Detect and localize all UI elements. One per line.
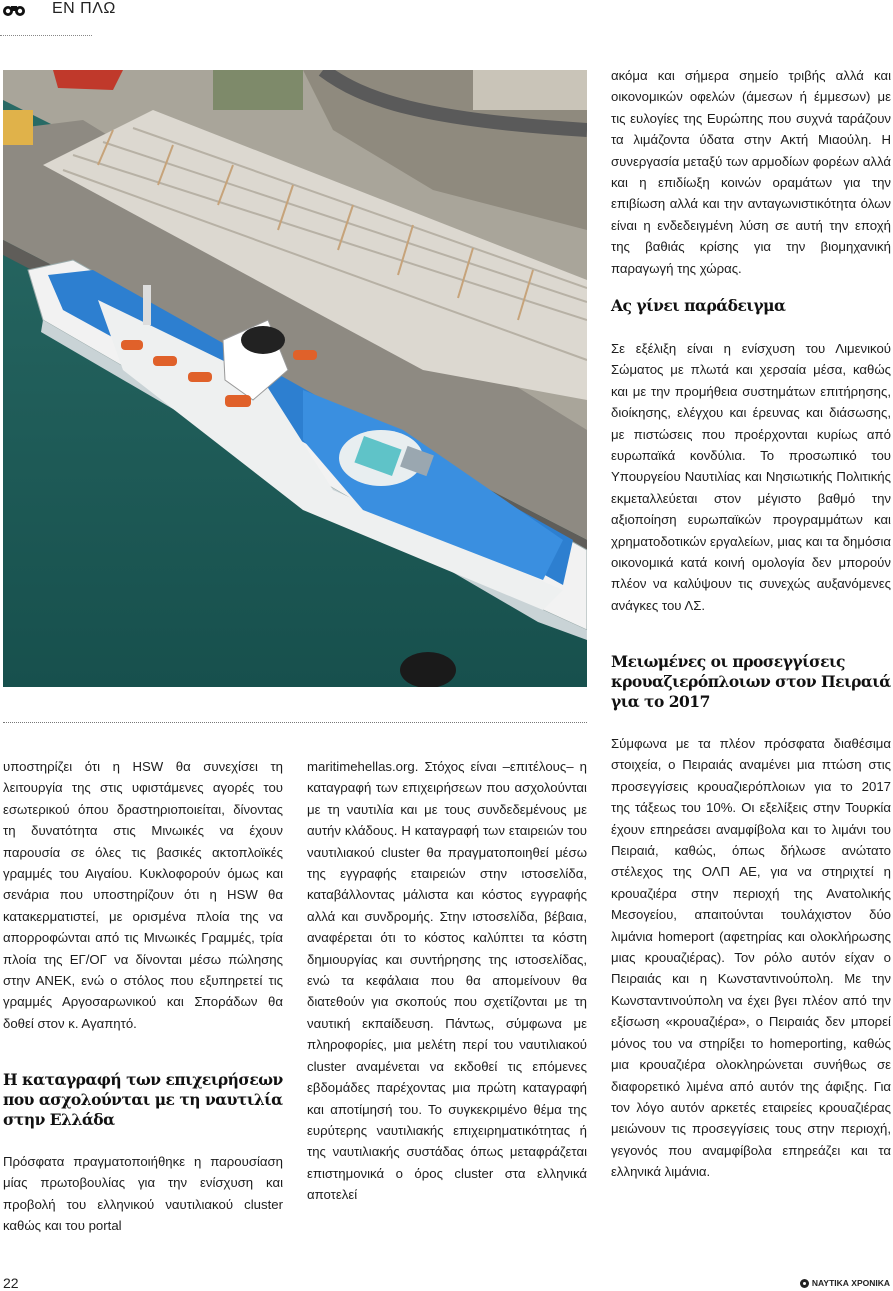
- col3-paragraph-3: Σύμφωνα με τα πλέον πρόσφατα διαθέσιμα στοιχεία, ο Πειραιάς αναμένει μια πτώση στις προσεγγίσεις κρουαζιερόπλοιων για το 2017 της τάξεως του 10%. Οι εξελίξεις στην Τουρκία έχουν επηρεάσει αναμφίβολα και το λιμάνι του Πειραιά, καθώς, όπως δήλωσε ανώτατο στέλεχος της ΟΛΠ ΑΕ, για να στηριχτεί η κρουαζιέρα στην περιοχή της Ανατολικής Μεσογείου, απαιτούνται τουλάχιστον δύο λιμάνια homeport (αφετηρίας και ολοκλήρωσης μιας κρουαζιέρας). Τον ρόλο αυτόν είχαν ο Πειραιάς και η Κωνσταντινούπολη. Με την Κωνσταντινούπολη να έχει βγει πλέον από την εξίσωση «κρουαζιέρα», ο Πειραιάς δεν μπορεί μόνος του να στηρίξει το homeporting, καθώς μια κρουαζιέρα ολοκληρώνεται συνήθως σε διαφορετικό λιμένα από αυτόν της άφιξης. Για τον λόγο αυτόν αρκετές εταιρείες κρουαζιέρας μειώνουν τις προσεγγίσεις τους στην περιοχή, γεγονός που αναμφίβολα επηρεάζει και τα ελληνικά λιμάνια.: [611, 736, 891, 1180]
- publication-brand: [800, 1278, 890, 1288]
- binoculars-icon: [2, 3, 26, 17]
- brand-name: ΝΑΥΤΙΚΑ ΧΡΟΝΙΚΑ: [811, 1278, 890, 1288]
- col3-heading-1: Ας γίνει παράδειγμα: [611, 296, 786, 315]
- section-label: ΕΝ ΠΛΩ: [52, 0, 116, 17]
- col1-heading: Η καταγραφή των επιχειρήσεων που ασχολούνται με τη ναυτιλία στην Ελλάδα: [3, 1070, 283, 1129]
- col1-paragraph-1: υποστηρίζει ότι η HSW θα συνεχίσει τη λειτουργία της στις υφιστάμενες αγορές του εσωτερικού όπου δραστηριοποιείται, δίνοντας τη δυνατότητα στις Μινωικές να έχουν παρουσία σε όλες τις βασικές ακτοπλοϊκές γραμμές του Αιγαίου. Κυκλοφορούν όμως και σενάρια που υποστηρίζουν ότι η HSW θα κατακερματιστεί, με ορισμένα πλοία της να απορροφώνται από τις Μινωικές Γραμμές, τρία πλοία της ΕΓ/ΟΓ να δίνονται μέσω πώλησης στην ΑΝΕΚ, ενώ ο στόλος που εξυπηρετεί τις γραμμές Αργοσαρωνικού και Σποράδων θα δοθεί στον κ. Αγαπητό.: [3, 759, 283, 1031]
- col2-paragraph-1: maritimehellas.org. Στόχος είναι –επιτέλους– η καταγραφή των επιχειρήσεων που ασχολούνται με τη ναυτιλία και με τους συνδεδεμένους με αυτήν κλάδους. Η καταγραφή των εταιρειών του ναυτιλιακού cluster θα πραγματοποιηθεί μέσω της εγγραφής εταιρειών στην ιστοσελίδα, καταβάλλοντας μάλιστα και κόστος εγγραφής αλλά και συνδρομής. Στην ιστοσελίδα, βέβαια, αναφέρεται ότι το κόστος καλύπτει τα κόστη δημιουργίας και συντήρησης της ιστοσελίδας, ενώ τα κεφάλαια που θα απομείνουν θα διατεθούν για σκοπούς που σχετίζονται με τη ναυτική εκπαίδευση. Πάντως, σύμφωνα με πληροφορίες, μια μελέτη περί του ναυτιλιακού cluster αναμένεται να εκδοθεί τις επόμενες εβδομάδες παρέχοντας μια πρώτη καταγραφή και αποτίμησή του. Το συγκεκριμένο θέμα της ευρύτερης ναυτιλιακής επιχειρηματικότητας ή της ναυτιλιακής συστάδας όπως μεταφράζεται επιστημονικά ο όρος cluster στα ελληνικά αποτελεί: [307, 759, 587, 1203]
- col1-paragraph-2: Πρόσφατα πραγματοποιήθηκε η παρουσίαση μίας πρωτοβουλίας για την ενίσχυση και προβολή του ελληνικού ναυτιλιακού cluster καθώς και του portal: [3, 1154, 283, 1234]
- cruise-ship-aerial-photo: [3, 70, 587, 687]
- col3-heading-2: Μειωμένες οι προσεγγίσεις κρουαζιερόπλοιων στον Πειραιά για το 2017: [611, 652, 891, 711]
- header-divider: [0, 35, 92, 36]
- photo-divider: [3, 722, 587, 723]
- col3-paragraph-2: Σε εξέλιξη είναι η ενίσχυση του Λιμενικού Σώματος με πλωτά και χερσαία μέσα, καθώς και με την προμήθεια συστημάτων επιτήρησης, διοίκησης, ελέγχου και έρευνας και διάσωσης, με πιστώσεις που προέρχονται κυρίως από ευρωπαϊκά κονδύλια. Το προσωπικό του Υπουργείου Ναυτιλίας και Νησιωτικής Πολιτικής εκμεταλλεύεται στον μέγιστο βαθμό την αξιοποίηση ευρωπαϊκών προγραμμάτων και χρηματοδοτικών εργαλείων, μιας και τα δημόσια οικονομικά κατά κοινή ομολογία δεν μπορούν πλέον να καλύψουν τις συνεχώς αυξανόμενες ανάγκες του ΛΣ.: [611, 341, 891, 613]
- page-number: 22: [3, 1275, 19, 1291]
- col3-paragraph-1: ακόμα και σήμερα σημείο τριβής αλλά και οικονομικών οφελών (άμεσων ή έμμεσων) με τις ευλογίες της Ευρώπης που συχνά ταράζουν τα λιμάζοντα ύδατα στην Ακτή Μιαούλη. Η συνεργασία μεταξύ των αρμοδίων φορέων αλλά και η επιδίωξη κοινών οραμάτων για την επιβίωση αλλά και την ανταγωνιστικότητα όλων είναι η ενδεδειγμένη λύση σε αυτή την εποχή της βαθιάς κρίσης για την βιομηχανική παραγωγή της χώρας.: [611, 68, 891, 276]
- brand-logo-icon: [800, 1279, 809, 1288]
